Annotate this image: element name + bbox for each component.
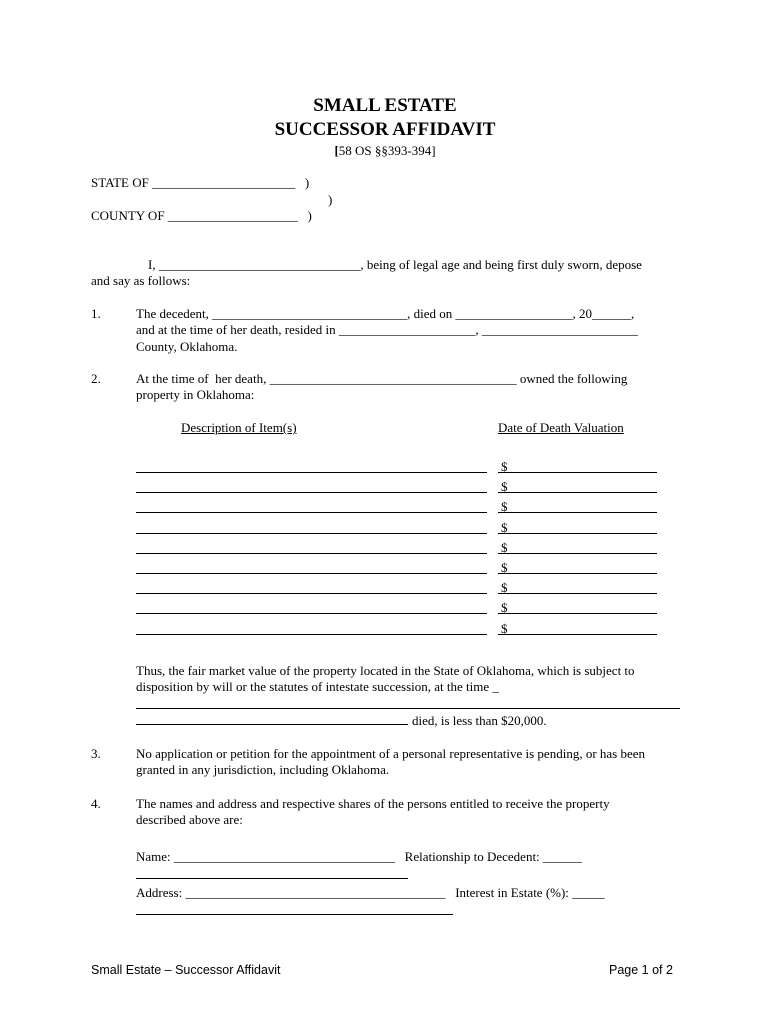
property-valuation-blank (498, 613, 657, 614)
intro-line1: I, _______________________________, being of legal age and being first duly sworn, depose (148, 257, 642, 272)
item1-line3: County, Oklahoma. (136, 339, 238, 354)
dollar-sign: $ (501, 560, 508, 575)
dollar-sign: $ (501, 519, 508, 535)
intro-line2: and say as follows: (91, 273, 191, 288)
item1-number: 1. (91, 306, 101, 321)
heir-name-continuation-line (136, 878, 408, 879)
property-valuation-blank (498, 553, 657, 554)
property-description-blank (136, 573, 487, 574)
item2-number: 2. (91, 371, 101, 386)
dollar-sign: $ (501, 459, 508, 474)
property-valuation-blank (498, 593, 657, 594)
document-title-line1: SMALL ESTATE (313, 95, 457, 116)
item1-line2: and at the time of her death, resided in _____________________, ________________________ (136, 322, 638, 337)
item3-line2: granted in any jurisdiction, including Oklahoma. (136, 762, 390, 777)
property-description-blank (136, 512, 487, 513)
column-header-valuation: Date of Death Valuation (498, 420, 624, 435)
item2-line2: property in Oklahoma: (136, 387, 255, 402)
heir-name-line: Name: __________________________________ Relationship to Decedent: ______ (136, 849, 582, 864)
item3-number: 3. (91, 746, 101, 761)
property-description-blank (136, 553, 487, 554)
venue-middle-paren: ) (328, 192, 333, 207)
item4-line1: The names and address and respective shares of the persons entitled to receive the property (136, 796, 610, 811)
fmv-line2: disposition by will or the statutes of intestate succession, at the time _ (136, 679, 499, 694)
dollar-sign: $ (501, 620, 508, 636)
dollar-sign: $ (501, 539, 508, 555)
property-description-blank (136, 492, 487, 493)
dollar-sign: $ (501, 580, 508, 596)
dollar-sign: $ (501, 479, 508, 495)
property-valuation-blank (498, 573, 657, 574)
document-title-line2: SUCCESSOR AFFIDAVIT (274, 119, 496, 140)
fmv-blank-line (136, 708, 680, 709)
property-description-blank (136, 593, 487, 594)
item3-line1: No application or petition for the appointment of a personal representative is pending, or has been (136, 746, 646, 761)
fmv-blank-line-short (136, 724, 408, 725)
property-description-blank (136, 533, 487, 534)
county-of-line: COUNTY OF ____________________ ) (91, 208, 312, 223)
property-valuation-blank (498, 533, 657, 534)
property-valuation-blank (498, 492, 657, 493)
property-valuation-blank (498, 472, 657, 473)
item1-line1: The decedent, ______________________________, died on __________________, 20______, (136, 306, 635, 321)
heir-address-line: Address: ________________________________________ Interest in Estate (%): _____ (136, 885, 605, 900)
item4-line2: described above are: (136, 812, 243, 827)
statute-reference (0, 143, 770, 159)
dollar-sign: $ (501, 600, 508, 616)
fmv-line4-tail: died, is less than $20,000. (412, 713, 547, 728)
item2-line1: At the time of her death, ______________________________________ owned the following (136, 371, 628, 386)
property-description-blank (136, 472, 487, 473)
property-description-blank (136, 634, 487, 635)
heir-address-continuation-line (136, 914, 453, 915)
footer-title: Small Estate – Successor Affidavit (91, 963, 281, 977)
fmv-line1: Thus, the fair market value of the property located in the State of Oklahoma, which is subject to (136, 663, 635, 678)
statute-bracket: [ (334, 143, 339, 158)
dollar-sign: $ (501, 499, 508, 515)
property-valuation-blank (498, 512, 657, 513)
property-description-blank (136, 613, 487, 614)
item4-number: 4. (91, 796, 101, 811)
column-header-description: Description of Item(s) (181, 420, 297, 435)
property-valuation-blank (498, 634, 657, 635)
footer-page-number: Page 1 of 2 (609, 963, 673, 977)
statute-text: 58 OS §§393-394] (338, 143, 436, 158)
state-of-line: STATE OF ______________________ ) (91, 175, 310, 190)
